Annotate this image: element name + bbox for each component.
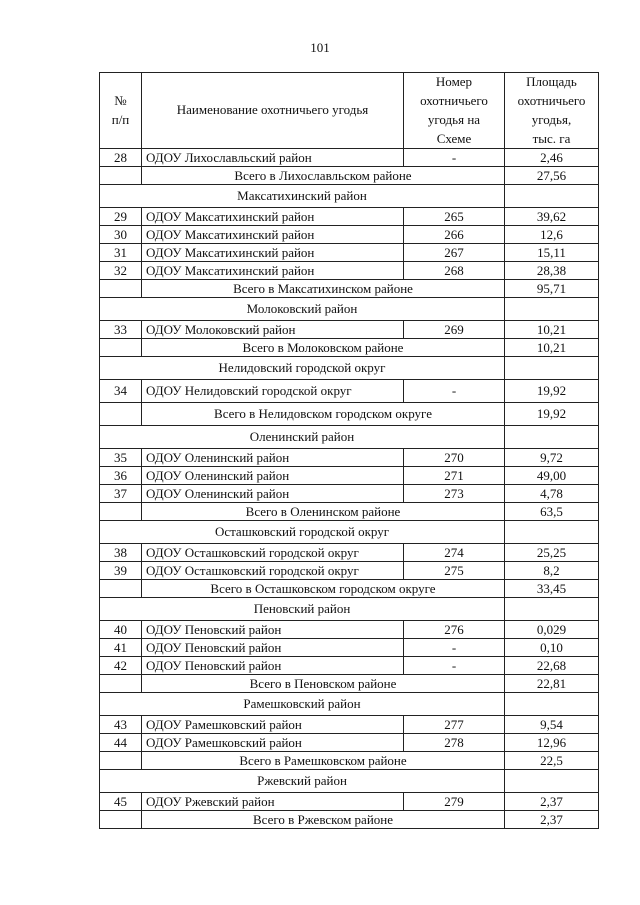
total-label: Всего в Пеновском районе [142,675,505,693]
scheme-number: 271 [404,467,505,485]
scheme-number: - [404,149,505,167]
district-name: Осташковский городской округ [100,521,505,544]
total-row [100,752,599,770]
ground-name: ОДОУ Максатихинский район [142,208,404,226]
row-number: 42 [100,657,142,675]
district-row [100,521,599,544]
scheme-number: 268 [404,262,505,280]
district-name: Рамешковский район [100,693,505,716]
row-number: 31 [100,244,142,262]
ground-area: 0,029 [505,621,599,639]
district-empty-cell [505,185,599,208]
ground-name: ОДОУ Ржевский район [142,793,404,811]
row-number: 28 [100,149,142,167]
total-label: Всего в Осташковском городском округе [142,580,505,598]
scheme-number: 274 [404,544,505,562]
row-number: 36 [100,467,142,485]
ground-area: 2,37 [505,793,599,811]
district-row [100,185,599,208]
total-label: Всего в Нелидовском городском округе [142,403,505,426]
table-row [100,544,599,562]
ground-name: ОДОУ Пеновский район [142,657,404,675]
ground-area: 9,72 [505,449,599,467]
district-row [100,598,599,621]
total-empty-cell [100,280,142,298]
scheme-number: - [404,380,505,403]
total-area: 33,45 [505,580,599,598]
total-area: 10,21 [505,339,599,357]
header-num [100,73,142,149]
district-empty-cell [505,693,599,716]
total-empty-cell [100,811,142,829]
district-row [100,693,599,716]
table-row [100,208,599,226]
ground-area: 49,00 [505,467,599,485]
scheme-number: - [404,657,505,675]
hunting-grounds-table [99,72,599,829]
ground-name: ОДОУ Пеновский район [142,621,404,639]
total-row [100,403,599,426]
ground-area: 9,54 [505,716,599,734]
table-row [100,562,599,580]
ground-name: ОДОУ Осташковский городской округ [142,562,404,580]
scheme-number: 266 [404,226,505,244]
row-number: 35 [100,449,142,467]
total-empty-cell [100,167,142,185]
header-area-text: Площадь охотничьего угодья, тыс. га [517,74,586,146]
ground-name: ОДОУ Лихославльский район [142,149,404,167]
table-row [100,716,599,734]
scheme-number: 269 [404,321,505,339]
scheme-number: 270 [404,449,505,467]
district-name: Пеновский район [100,598,505,621]
row-number: 45 [100,793,142,811]
scheme-number: 277 [404,716,505,734]
district-name: Оленинский район [100,426,505,449]
scheme-number: 267 [404,244,505,262]
total-area: 19,92 [505,403,599,426]
district-name: Молоковский район [100,298,505,321]
scheme-number: 279 [404,793,505,811]
scheme-number: 278 [404,734,505,752]
row-number: 30 [100,226,142,244]
total-row [100,339,599,357]
table-row [100,449,599,467]
row-number: 37 [100,485,142,503]
table-row [100,639,599,657]
ground-area: 2,46 [505,149,599,167]
district-name: Ржевский район [100,770,505,793]
ground-name: ОДОУ Нелидовский городской округ [142,380,404,403]
ground-area: 10,21 [505,321,599,339]
ground-area: 22,68 [505,657,599,675]
row-number: 38 [100,544,142,562]
ground-area: 8,2 [505,562,599,580]
total-row [100,167,599,185]
scheme-number: 265 [404,208,505,226]
header-scheme-text: Номер охотничьего угодья на Схеме [420,74,488,146]
ground-name: ОДОУ Осташковский городской округ [142,544,404,562]
header-name [142,73,404,149]
ground-area: 12,6 [505,226,599,244]
district-name: Нелидовский городской округ [100,357,505,380]
total-label: Всего в Молоковском районе [142,339,505,357]
district-empty-cell [505,357,599,380]
table-row [100,380,599,403]
header-row [100,73,599,149]
total-empty-cell [100,752,142,770]
row-number: 33 [100,321,142,339]
header-scheme [404,73,505,149]
scheme-number: 275 [404,562,505,580]
total-label: Всего в Ржевском районе [142,811,505,829]
total-area: 22,81 [505,675,599,693]
total-area: 22,5 [505,752,599,770]
total-empty-cell [100,580,142,598]
table-row [100,734,599,752]
ground-area: 39,62 [505,208,599,226]
district-row [100,770,599,793]
ground-name: ОДОУ Оленинский район [142,485,404,503]
total-empty-cell [100,403,142,426]
ground-name: ОДОУ Рамешковский район [142,716,404,734]
ground-area: 4,78 [505,485,599,503]
row-number: 43 [100,716,142,734]
table-row [100,793,599,811]
district-empty-cell [505,521,599,544]
table-row [100,244,599,262]
header-name-text: Наименование охотничьего угодья [176,102,369,118]
ground-area: 0,10 [505,639,599,657]
total-area: 63,5 [505,503,599,521]
table-row [100,485,599,503]
total-empty-cell [100,675,142,693]
total-label: Всего в Оленинском районе [142,503,505,521]
scheme-number: 276 [404,621,505,639]
total-label: Всего в Лихославльском районе [142,167,505,185]
total-row [100,811,599,829]
district-empty-cell [505,770,599,793]
district-empty-cell [505,298,599,321]
district-row [100,298,599,321]
total-label: Всего в Максатихинском районе [142,280,505,298]
district-name: Максатихинский район [100,185,505,208]
header-num-text: № п/п [111,92,130,127]
total-row [100,580,599,598]
total-row [100,675,599,693]
total-empty-cell [100,339,142,357]
total-area: 2,37 [505,811,599,829]
ground-area: 15,11 [505,244,599,262]
table-row [100,467,599,485]
table-row [100,262,599,280]
table-row [100,149,599,167]
scheme-number: 273 [404,485,505,503]
row-number: 32 [100,262,142,280]
row-number: 44 [100,734,142,752]
district-row [100,357,599,380]
total-row [100,280,599,298]
district-empty-cell [505,598,599,621]
ground-name: ОДОУ Молоковский район [142,321,404,339]
ground-name: ОДОУ Максатихинский район [142,226,404,244]
row-number: 40 [100,621,142,639]
total-empty-cell [100,503,142,521]
row-number: 39 [100,562,142,580]
table-row [100,657,599,675]
ground-area: 19,92 [505,380,599,403]
ground-area: 25,25 [505,544,599,562]
ground-name: ОДОУ Максатихинский район [142,262,404,280]
row-number: 41 [100,639,142,657]
ground-area: 12,96 [505,734,599,752]
district-empty-cell [505,426,599,449]
ground-name: ОДОУ Пеновский район [142,639,404,657]
ground-name: ОДОУ Оленинский район [142,467,404,485]
total-row [100,503,599,521]
total-area: 27,56 [505,167,599,185]
header-area [505,73,599,149]
ground-name: ОДОУ Оленинский район [142,449,404,467]
scheme-number: - [404,639,505,657]
page-number: 101 [310,40,330,55]
ground-name: ОДОУ Рамешковский район [142,734,404,752]
row-number: 29 [100,208,142,226]
total-area: 95,71 [505,280,599,298]
row-number: 34 [100,380,142,403]
table-row [100,226,599,244]
table-row [100,621,599,639]
total-label: Всего в Рамешковском районе [142,752,505,770]
district-row [100,426,599,449]
ground-name: ОДОУ Максатихинский район [142,244,404,262]
ground-area: 28,38 [505,262,599,280]
table-row [100,321,599,339]
